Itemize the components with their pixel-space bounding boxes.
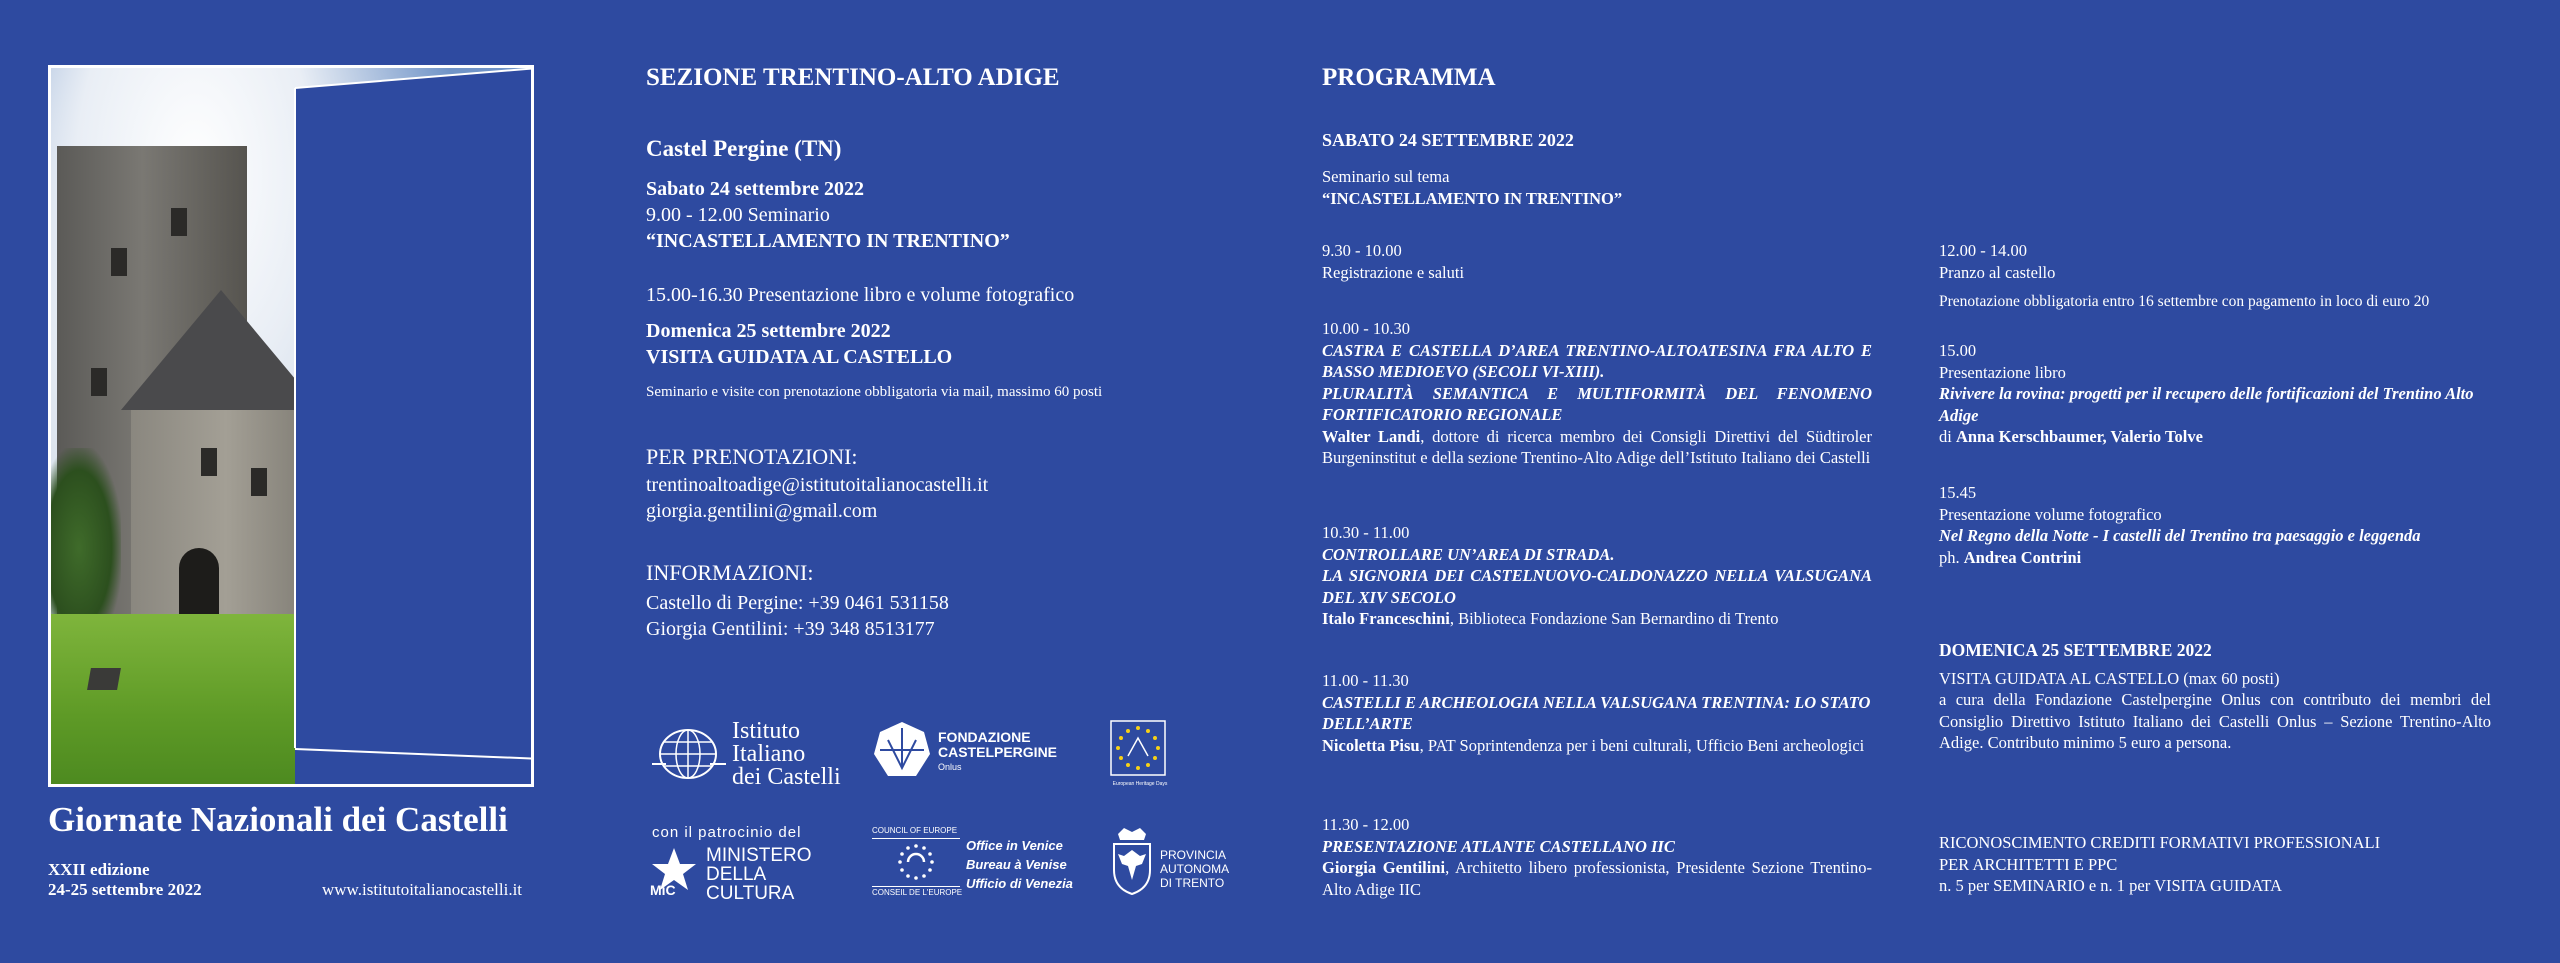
- session-5-time: 11.30 - 12.00: [1322, 815, 1410, 834]
- session-8: [1939, 482, 2491, 568]
- iic-line-2: Italiano: [732, 741, 806, 767]
- info-heading: INFORMAZIONI:: [646, 560, 814, 585]
- seminar-theme: “INCASTELLAMENTO IN TRENTINO”: [1322, 188, 1623, 208]
- session-4-time: 11.00 - 11.30: [1322, 671, 1409, 690]
- website-link[interactable]: www.istitutoitalianocastelli.it: [322, 880, 523, 899]
- provincia-line-1: PROVINCIA: [1160, 848, 1227, 862]
- session-1-text: Registrazione e saluti: [1322, 262, 1465, 282]
- saturday-theme: “INCASTELLAMENTO IN TRENTINO”: [646, 230, 1010, 252]
- logo-provincia-trento: [1110, 826, 1250, 900]
- eu-stars-icon: [1110, 720, 1166, 776]
- session-2-time: 10.00 - 10.30: [1322, 319, 1410, 338]
- iic-line-1: Istituto: [732, 718, 801, 744]
- logo-council-of-europe: [872, 824, 1072, 900]
- session-3-title-2: LA SIGNORIA DEI CASTELNUOVO-CALDONAZZO NELLA VALSUGANA DEL XIV SECOLO: [1322, 566, 1872, 607]
- session-8-by: ph.: [1939, 547, 1964, 567]
- session-5-role: , Architetto libero professionista, Presidente Sezione Trentino-Alto Adige IIC: [1322, 858, 1872, 899]
- credits-line-1: RICONOSCIMENTO CREDITI FORMATIVI PROFESSIONALI: [1939, 833, 2381, 852]
- session-1: [1322, 240, 1872, 283]
- session-7-authors-line: [1939, 426, 2491, 448]
- session-2: [1322, 318, 1872, 469]
- heritage-label: European Heritage Days: [1112, 781, 1168, 787]
- session-3-speaker: Italo Franceschini: [1322, 609, 1450, 628]
- session-4-title: CASTELLI E ARCHEOLOGIA NELLA VALSUGANA TRENTINA: LO STATO DELL’ARTE: [1322, 692, 1871, 733]
- ministero-line-1: MINISTERO: [706, 845, 812, 866]
- sunday-date: Domenica 25 settembre 2022: [646, 320, 891, 342]
- saturday-time: 9.00 - 12.00 Seminario: [646, 204, 830, 226]
- session-8-text: Presentazione volume fotografico: [1939, 504, 2162, 524]
- session-2-role: , dottore di ricerca membro dei Consigli Direttivi del Südtiroler Burgeninstitut e della sezione Trentino-Alto Adige dell’Istituto Italiano dei Castelli: [1322, 426, 1872, 467]
- session-2-title-1: CASTRA E CASTELLA D’AREA TRENTINO-ALTOATESINA FRA ALTO E BASSO MEDIOEVO (SECOLI VI-XIII).: [1322, 340, 1872, 381]
- logo-istituto-italiano-castelli: [650, 720, 850, 790]
- sunday-heading: DOMENICA 25 SETTEMBRE 2022: [1939, 640, 2212, 660]
- session-1-time: 9.30 - 10.00: [1322, 241, 1402, 260]
- ministero-line-2: DELLA: [706, 864, 767, 885]
- session-7-title: Rivivere la rovina: progetti per il recupero delle fortificazioni del Trentino Alto Adige: [1939, 384, 2474, 425]
- seminar-intro: Seminario sul tema: [1322, 167, 1450, 186]
- session-4-speaker: Nicoletta Pisu: [1322, 735, 1420, 755]
- castelpergine-line-3: Onlus: [938, 762, 962, 772]
- session-7-time: 15.00: [1939, 341, 1977, 360]
- saturday-date: Sabato 24 settembre 2022: [646, 178, 864, 200]
- session-5-speaker: Giorgia Gentilini: [1322, 858, 1446, 877]
- sunday-description: a cura della Fondazione Castelpergine Onlus con contributo dei membri del Consiglio Direttivo Istituto Italiano dei Castelli Onlus – Sezione Trentino-Alto Adige. Contributo minimo 5 euro a persona.: [1939, 690, 2491, 752]
- castelpergine-emblem-icon: [872, 720, 932, 780]
- credits-line-2: PER ARCHITETTI E PPC: [1939, 854, 2118, 874]
- logo-ministero-cultura: [650, 824, 830, 904]
- info-phone-1: Castello di Pergine: +39 0461 531158: [646, 592, 949, 614]
- session-7: [1939, 340, 2491, 448]
- castle-photo: [48, 65, 534, 787]
- edition-label: XXII edizione: [48, 860, 150, 879]
- sunday-block: [1939, 640, 2491, 754]
- castelpergine-line-2: CASTELPERGINE: [938, 744, 1058, 760]
- credits-line-3: n. 5 per SEMINARIO e n. 1 per VISITA GUIDATA: [1939, 876, 2283, 895]
- session-4: [1322, 670, 1872, 756]
- trento-eagle-crest-icon: [1110, 826, 1154, 896]
- coe-office-3: Ufficio di Venezia: [966, 876, 1073, 891]
- session-7-text: Presentazione libro: [1939, 362, 2066, 382]
- session-3-role: , Biblioteca Fondazione San Bernardino di Trento: [1449, 609, 1779, 628]
- logo-fondazione-castelpergine: [872, 720, 1072, 780]
- programma-title: PROGRAMMA: [1322, 64, 1496, 91]
- session-2-speaker: Walter Landi: [1322, 426, 1421, 446]
- presentation-line: 15.00-16.30 Presentazione libro e volume fotografico: [646, 284, 1075, 306]
- sunday-event-line: VISITA GUIDATA AL CASTELLO (max 60 posti): [1939, 668, 2280, 688]
- section-title: SEZIONE TRENTINO-ALTO ADIGE: [646, 64, 1060, 91]
- cover-edition: [48, 860, 202, 900]
- session-6: [1939, 240, 2491, 313]
- provincia-line-2: AUTONOMA: [1160, 862, 1230, 876]
- info-phone-2: Giorgia Gentilini: +39 348 8513177: [646, 618, 935, 640]
- session-3-title-1: CONTROLLARE UN’AREA DI STRADA.: [1322, 544, 1615, 564]
- coe-office-1: Office in Venice: [966, 838, 1063, 853]
- patrocinio-label: con il patrocinio del: [652, 824, 802, 841]
- session-2-title-2: PLURALITÀ SEMANTICA E MULTIFORMITÀ DEL FENOMENO FORTIFICATORIO REGIONALE: [1322, 383, 1872, 424]
- mic-label: MiC: [650, 882, 676, 898]
- credits-block: [1939, 832, 2491, 897]
- booking-heading: PER PRENOTAZIONI:: [646, 444, 858, 469]
- session-8-title: Nel Regno della Notte - I castelli del Trentino tra paesaggio e leggenda: [1939, 526, 2421, 545]
- session-8-author: Andrea Contrini: [1963, 547, 2082, 567]
- session-4-role: , PAT Soprintendenza per i beni culturali, Ufficio Beni archeologici: [1419, 735, 1865, 755]
- session-5-speaker-line: [1322, 857, 1872, 900]
- sunday-event: VISITA GUIDATA AL CASTELLO: [646, 346, 953, 368]
- session-3-time: 10.30 - 11.00: [1322, 523, 1410, 542]
- session-5: [1322, 814, 1872, 900]
- session-3-speaker-line: [1322, 608, 1872, 630]
- venue: Castel Pergine (TN): [646, 136, 842, 161]
- session-7-by: di: [1939, 427, 1956, 446]
- coe-stars-icon: [896, 842, 936, 882]
- castelpergine-line-1: FONDAZIONE: [938, 729, 1031, 745]
- ministero-line-3: CULTURA: [706, 883, 795, 904]
- booking-email-1[interactable]: trentinoaltoadige@istitutoitalianocastelli.it: [646, 474, 989, 496]
- session-5-title: PRESENTAZIONE ATLANTE CASTELLANO IIC: [1322, 836, 1675, 856]
- session-4-speaker-line: [1322, 735, 1872, 757]
- session-7-authors: Anna Kerschbaumer, Valerio Tolve: [1955, 427, 2203, 446]
- cover-title: Giornate Nazionali dei Castelli: [48, 800, 508, 839]
- session-8-time: 15.45: [1939, 483, 1977, 502]
- coe-top-label: COUNCIL OF EUROPE: [872, 826, 958, 835]
- saturday-heading: SABATO 24 SETTEMBRE 2022: [1322, 130, 1574, 150]
- session-8-author-line: [1939, 547, 2491, 569]
- globe-castle-icon: [650, 724, 728, 784]
- session-6-note: Prenotazione obbligatoria entro 16 settembre con pagamento in loco di euro 20: [1939, 293, 2430, 310]
- provincia-line-3: DI TRENTO: [1160, 876, 1225, 890]
- session-6-time: 12.00 - 14.00: [1939, 241, 2027, 260]
- edition-dates: 24-25 settembre 2022: [48, 880, 202, 899]
- coe-office-2: Bureau à Venise: [966, 857, 1067, 872]
- iic-line-3: dei Castelli: [732, 764, 841, 790]
- seminar-intro-block: [1322, 166, 1872, 209]
- logo-european-heritage-days: [1110, 720, 1170, 802]
- booking-email-2[interactable]: giorgia.gentilini@gmail.com: [646, 500, 878, 522]
- session-6-text: Pranzo al castello: [1939, 262, 2056, 282]
- open-door-graphic: [295, 88, 534, 787]
- booking-note: Seminario e visite con prenotazione obbligatoria via mail, massimo 60 posti: [646, 384, 1103, 400]
- coe-bottom-label: CONSEIL DE L'EUROPE: [872, 888, 963, 897]
- session-3: [1322, 522, 1872, 630]
- session-2-speaker-line: [1322, 426, 1872, 469]
